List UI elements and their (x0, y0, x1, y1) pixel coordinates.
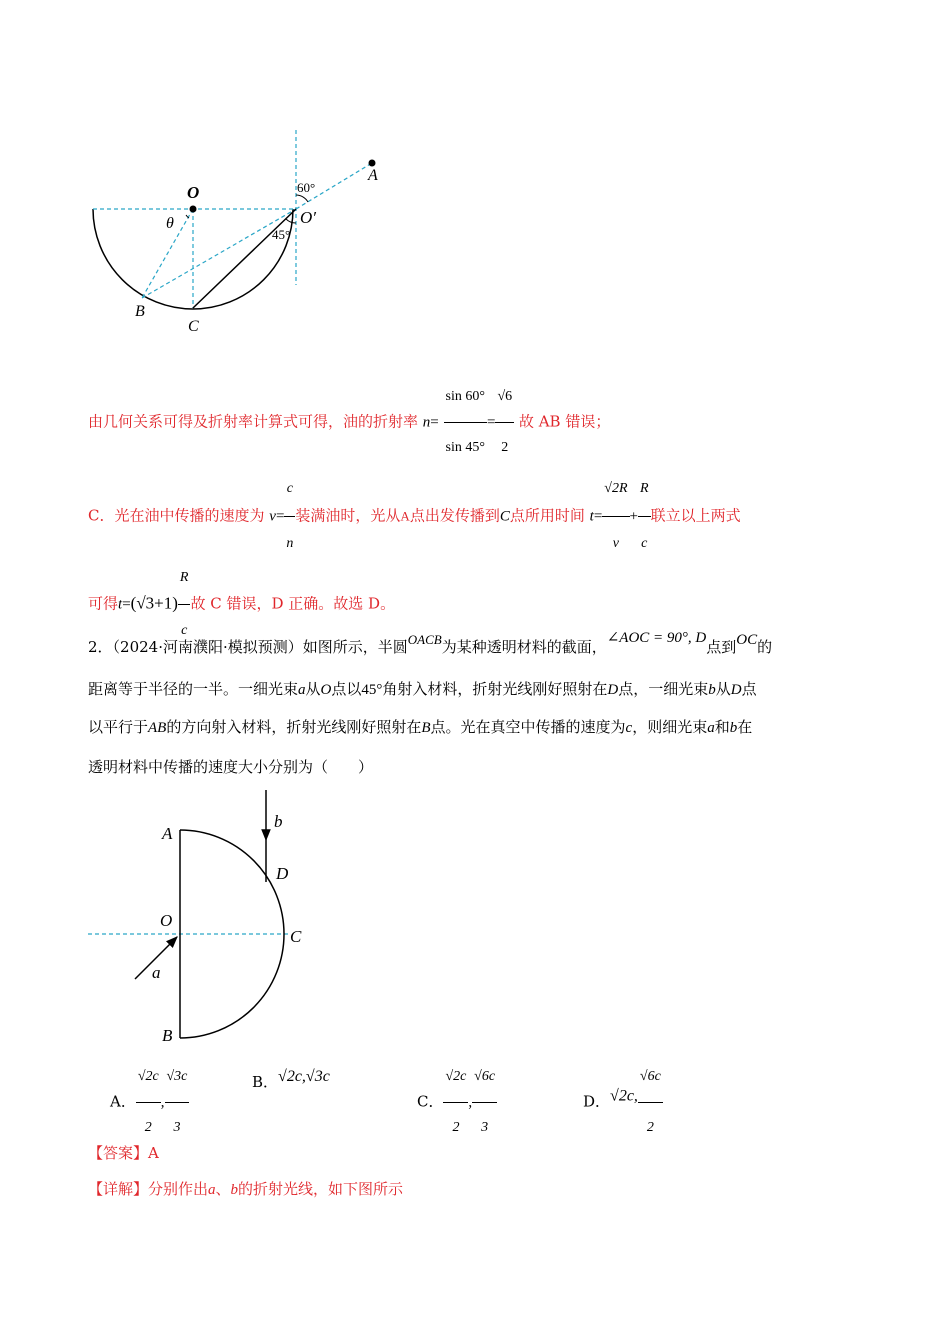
solution-line-2 (88, 462, 741, 551)
q-O: O (320, 682, 332, 698)
detail-tag: 【详解】 (88, 1180, 149, 1198)
option-C-d2: 3 (472, 1102, 497, 1153)
line2-num: c (286, 481, 294, 496)
fig1-label-45: 45° (272, 227, 291, 242)
option-C[interactable]: C． $\frac{√2c}{2}$ , $\frac{√6c}{3}$ (417, 1052, 497, 1102)
line2-end: 联立以上两式 (650, 506, 741, 525)
option-C-d1: 2 (443, 1102, 468, 1153)
answer-value: A (148, 1144, 159, 1162)
q-line3a: 以平行于 (88, 718, 149, 736)
q-part1: 为某种透明材料的截面， (441, 638, 607, 656)
line2-eq: = (275, 508, 285, 525)
q-b2: b (729, 720, 738, 736)
line2-t: t (589, 508, 594, 525)
detail-line (88, 1176, 403, 1202)
fig1-label-theta: θ (166, 215, 174, 232)
fig1-label-Oprime: O′ (300, 208, 316, 227)
fig2-label-O: O (160, 911, 173, 930)
q-c: c (625, 720, 633, 736)
line1-den: sin 45° (444, 422, 487, 473)
option-A-d1: 2 (136, 1102, 161, 1153)
line3-end: 故 C 错误，D 正确。故选 D。 (190, 594, 396, 613)
fig1-label-O: O (187, 183, 200, 202)
line3-t: t (118, 596, 123, 613)
detail-sep: 、 (215, 1180, 231, 1198)
q-source: （2024·河南濮阳·模拟预测）如图所示，半圆 (112, 638, 408, 656)
option-D-n2: √6c (639, 1069, 661, 1084)
q-deg: 45° (361, 682, 383, 698)
option-C-n2: √6c (474, 1069, 496, 1084)
line1-eq2: = (486, 414, 496, 431)
q-line4: 透明材料中传播的速度大小分别为（ ） (88, 758, 374, 776)
solution-line-1 (88, 372, 611, 455)
line2-mid2: 点出发传播到 (409, 506, 500, 525)
line1-n: n (422, 414, 431, 431)
q-point45: 点以 (331, 680, 362, 698)
answer-tag: 【答案】 (88, 1144, 149, 1162)
line1-num: sin 60° (445, 389, 485, 404)
fig1-label-B: B (135, 303, 145, 320)
option-D-label: D． (583, 1092, 611, 1111)
q-b: b (708, 682, 716, 698)
option-A-label: A． (110, 1092, 136, 1111)
line2-teq: = (593, 508, 603, 525)
option-B[interactable] (252, 1052, 330, 1102)
line2-mid3: 点所用时间 (509, 506, 585, 525)
q-a2: a (707, 720, 715, 736)
line2-A: A (400, 508, 410, 524)
line2-mid: 装满油时，光从 (295, 506, 401, 525)
q-seg: OC (736, 632, 758, 648)
option-A-n2: √3c (166, 1069, 188, 1084)
q-shape: OACB (407, 632, 442, 647)
option-C-n1: √2c (445, 1069, 467, 1084)
line1-den2: 2 (495, 422, 514, 473)
fig2-label-C: C (290, 927, 302, 946)
fig2-label-b: b (274, 812, 283, 831)
option-D[interactable] (583, 1052, 663, 1135)
q-AB: AB (148, 720, 167, 736)
line1-end: 故 AB 错误； (518, 412, 611, 431)
q-line2b: 角射入材料，折射光线刚好照射在 (382, 680, 608, 698)
line2-plus: + (629, 508, 638, 525)
answer-line (88, 1140, 159, 1166)
line2-f1num: √2R (604, 481, 628, 496)
line2-f1den: v (602, 516, 629, 571)
q-angle: ∠AOC = 90°, D (606, 630, 707, 646)
line3-paren: (√3+1) (130, 593, 178, 613)
question-line-2 (88, 676, 757, 702)
question-line-3 (88, 714, 752, 740)
line2-text: C．光在油中传播的速度为 (88, 506, 265, 525)
line1-text: 由几何关系可得及折射率计算式可得，油的折射率 (88, 412, 419, 431)
q-B: B (421, 720, 431, 736)
q-line3c: 点。光在真空中传播的速度为 (430, 718, 626, 736)
line3-text: 可得 (88, 594, 119, 613)
q-D: D (607, 682, 619, 698)
fig2-label-D: D (276, 864, 289, 883)
line2-v: v (269, 508, 276, 525)
line3-eq: = (122, 596, 131, 613)
option-C-label: C． (417, 1092, 444, 1111)
option-B-label: B． (252, 1073, 279, 1091)
fig2-label-A: A (162, 824, 173, 843)
solution-line-3 (88, 552, 396, 638)
option-A-d2: 3 (165, 1102, 190, 1153)
line2-C: C (499, 508, 510, 525)
q-line2: 距离等于半径的一半。一细光束 (88, 680, 299, 698)
fig1-label-C: C (188, 318, 199, 335)
line3-den: c (178, 604, 191, 657)
q-a: a (298, 682, 306, 698)
fig1-label-A: A (368, 167, 378, 184)
fig1-label-60: 60° (297, 180, 316, 195)
q-number: 2． (88, 638, 113, 656)
q-D2: D (730, 682, 742, 698)
q-from: 从 (305, 680, 321, 698)
q-line2e: 点 (741, 680, 757, 698)
q-part2: 点到 (706, 638, 737, 656)
q-line2c: 点，一细光束 (618, 680, 709, 698)
line3-num: R (179, 570, 189, 585)
q-line2d: 从 (715, 680, 731, 698)
line2-den: n (284, 516, 295, 571)
option-B-value: √2c,√3c (278, 1068, 330, 1085)
line2-f2den: c (638, 516, 651, 571)
detail-b: b (230, 1182, 239, 1198)
option-A[interactable]: A． $\frac{√2c}{2}$ , $\frac{√3c}{3}$ (110, 1052, 189, 1102)
option-D-d2: 2 (638, 1102, 663, 1153)
q-part3: 的 (757, 638, 773, 656)
q-and: 和 (714, 718, 730, 736)
q-line3b: 的方向射入材料，折射光线刚好照射在 (166, 718, 422, 736)
fig2-label-B: B (162, 1026, 173, 1045)
q-line3d: ，则细光束 (632, 718, 708, 736)
option-A-n1: √2c (137, 1069, 159, 1084)
line2-f2num: R (640, 481, 649, 496)
figure-2 (80, 785, 330, 1050)
detail-a: a (208, 1182, 216, 1198)
question-line-1 (88, 618, 772, 658)
detail-text: 分别作出 (148, 1180, 209, 1198)
figure-1 (80, 120, 400, 340)
q-line3e: 在 (737, 718, 753, 736)
line1-eq: = (430, 414, 439, 431)
question-line-4 (88, 754, 373, 780)
fig2-label-a: a (152, 963, 161, 982)
option-D-pre: √2c, (610, 1087, 638, 1105)
detail-end: 的折射光线，如下图所示 (238, 1180, 404, 1198)
line1-num2: √6 (497, 389, 513, 404)
